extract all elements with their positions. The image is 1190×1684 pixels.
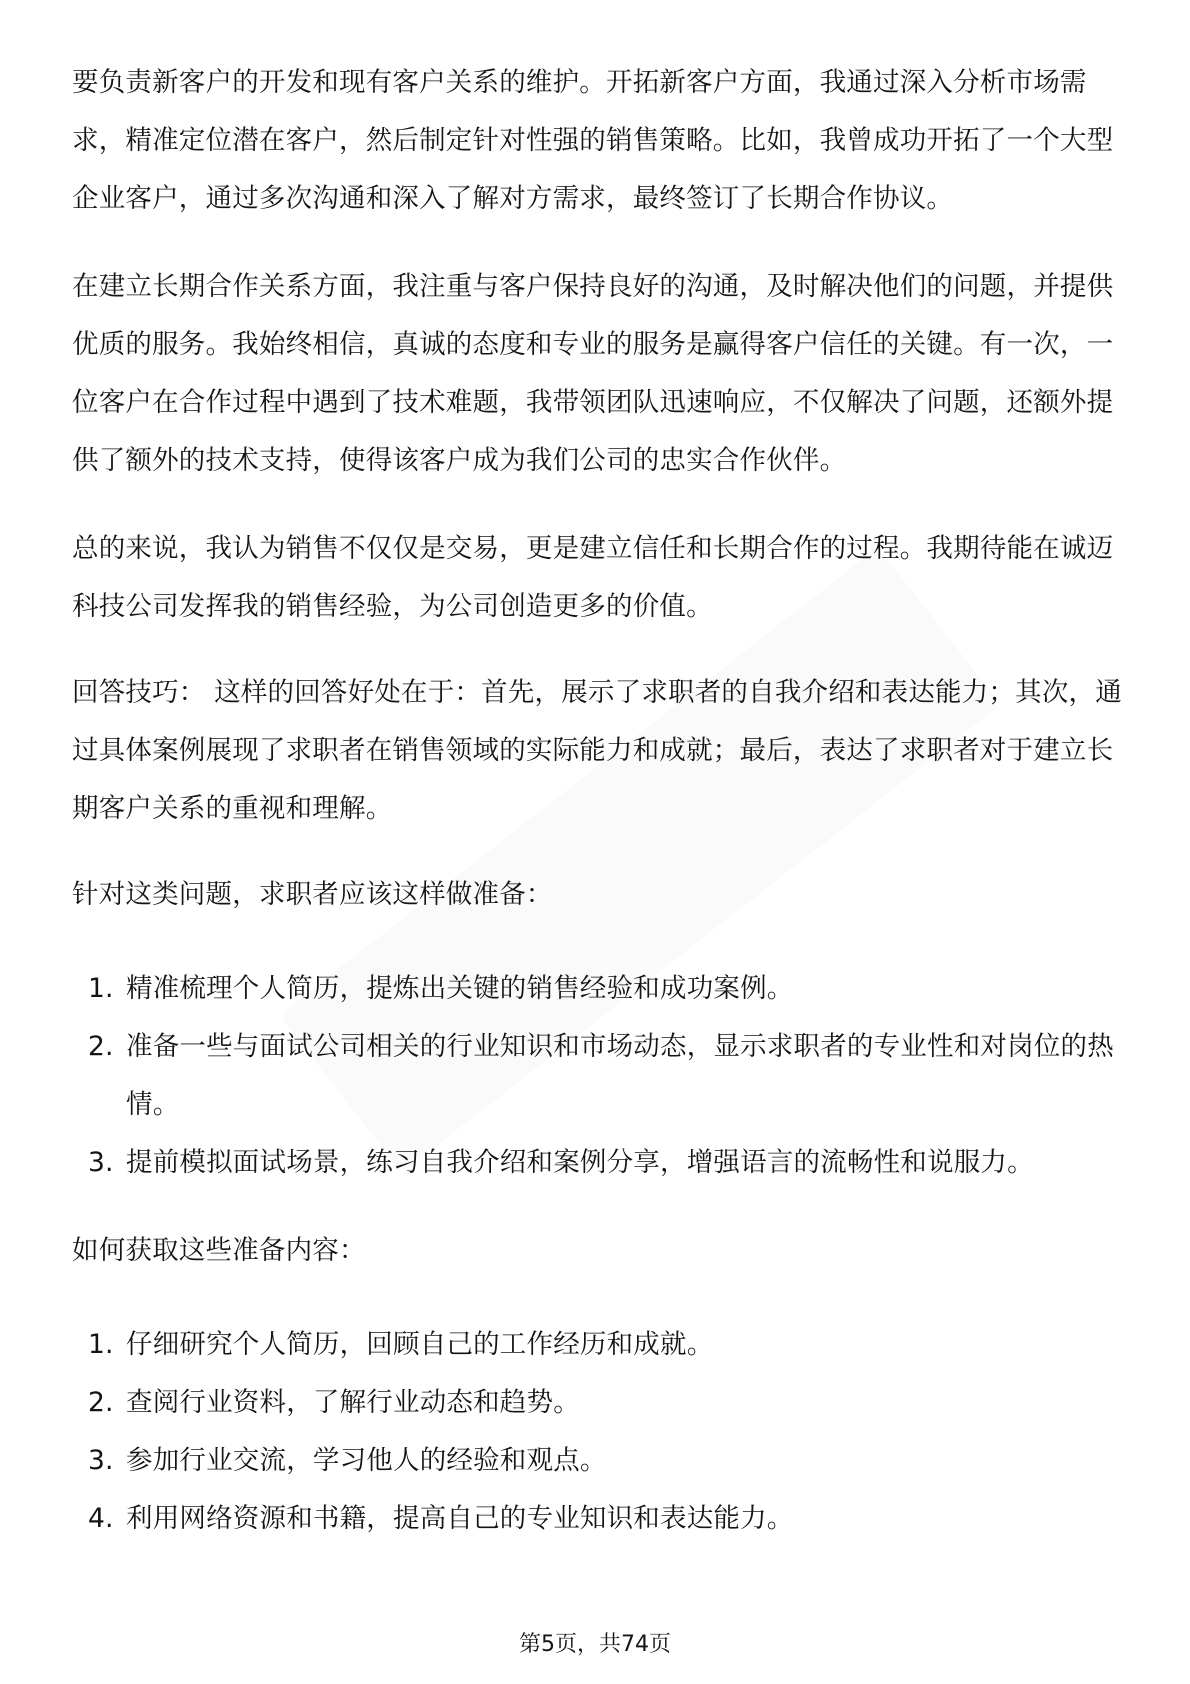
list-item [72, 1374, 1122, 1432]
document-body [72, 54, 1122, 1548]
sources-list [72, 1316, 1122, 1548]
list-item-text: 利用网络资源和书籍，提高自己的专业知识和表达能力。 [126, 1503, 794, 1534]
list-item-number: 4. [88, 1503, 114, 1534]
preparation-list [72, 960, 1122, 1192]
page-number-footer: 第5页，共74页 [519, 1632, 671, 1657]
list-item [72, 1134, 1122, 1192]
preparation-heading: 针对这类问题，求职者应该这样做准备： [72, 879, 553, 910]
list-item [72, 960, 1122, 1018]
list-item-number: 2. [88, 1031, 114, 1062]
paragraph-long-term-cooperation: 在建立长期合作关系方面，我注重与客户保持良好的沟通，及时解决他们的问题，并提供优质的服务。我始终相信，真诚的态度和专业的服务是赢得客户信任的关键。有一次，一位客户在合作过程中遇到了技术难题，我带领团队迅速响应，不仅解决了问题，还额外提供了额外的技术支持，使得该客户成为我们公司的忠实合作伙伴。 [72, 271, 1114, 476]
list-item-text: 精准梳理个人简历，提炼出关键的销售经验和成功案例。 [126, 973, 794, 1004]
list-item-number: 2. [88, 1387, 114, 1418]
list-item [72, 1432, 1122, 1490]
list-item-number: 3. [88, 1445, 114, 1476]
list-item [72, 1316, 1122, 1374]
list-item-number: 1. [88, 1329, 114, 1360]
list-item [72, 1490, 1122, 1548]
list-item-text: 查阅行业资料，了解行业动态和趋势。 [126, 1387, 580, 1418]
paragraph-customer-development: 要负责新客户的开发和现有客户关系的维护。开拓新客户方面，我通过深入分析市场需求，精准定位潜在客户，然后制定针对性强的销售策略。比如，我曾成功开拓了一个大型企业客户，通过多次沟通和深入了解对方需求，最终签订了长期合作协议。 [72, 67, 1114, 214]
list-item-number: 1. [88, 973, 114, 1004]
list-item [72, 1018, 1122, 1134]
list-item-text: 参加行业交流，学习他人的经验和观点。 [126, 1445, 607, 1476]
sources-heading: 如何获取这些准备内容： [72, 1235, 366, 1266]
paragraph-summary: 总的来说，我认为销售不仅仅是交易，更是建立信任和长期合作的过程。我期待能在诚迈科技公司发挥我的销售经验，为公司创造更多的价值。 [72, 533, 1114, 622]
list-item-text: 提前模拟面试场景，练习自我介绍和案例分享，增强语言的流畅性和说服力。 [126, 1147, 1034, 1178]
list-item-text: 准备一些与面试公司相关的行业知识和市场动态，显示求职者的专业性和对岗位的热情。 [126, 1031, 1114, 1120]
list-item-text: 仔细研究个人简历，回顾自己的工作经历和成就。 [126, 1329, 714, 1360]
list-item-number: 3. [88, 1147, 114, 1178]
paragraph-answer-tips: 回答技巧： 这样的回答好处在于：首先，展示了求职者的自我介绍和表达能力；其次，通过具体案例展现了求职者在销售领域的实际能力和成就；最后，表达了求职者对于建立长期客户关系的重视和理解。 [72, 677, 1122, 824]
